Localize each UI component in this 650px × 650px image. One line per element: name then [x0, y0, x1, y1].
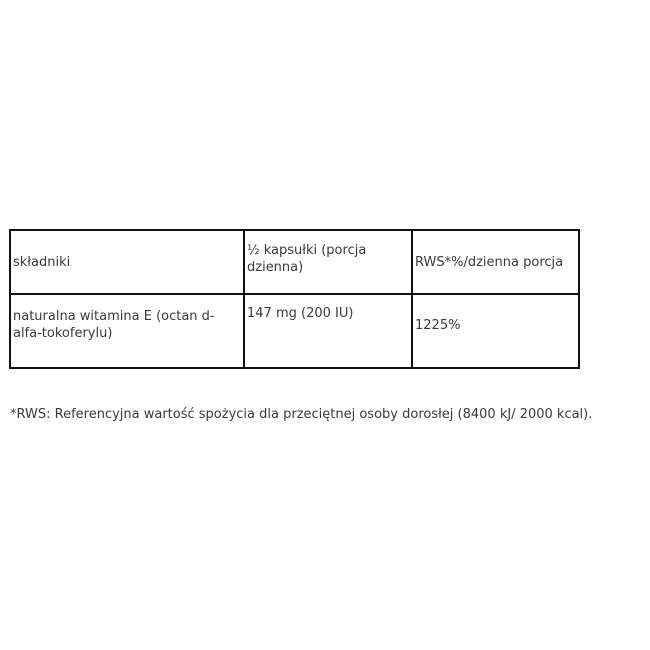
amount-text: 147 mg (200 IU) — [247, 306, 354, 321]
header-cell-rws — [412, 230, 579, 294]
header-label-rws: RWS*%/dzienna porcja — [415, 254, 564, 270]
table-header-row — [10, 230, 579, 294]
cell-ingredient — [10, 294, 244, 368]
nutrition-table-container — [9, 229, 580, 369]
header-label-ingredients: składniki — [13, 254, 71, 270]
table-row — [10, 294, 579, 368]
ingredient-text: naturalna witamina E (octan d-alfa-tokoferylu) — [13, 309, 215, 341]
header-cell-ingredients — [10, 230, 244, 294]
rws-percent-text: 1225% — [415, 318, 461, 333]
cell-amount — [244, 294, 412, 368]
cell-rws-percent — [412, 294, 579, 368]
header-label-daily-portion: ½ kapsułki (porcja dzienna) — [247, 243, 367, 275]
rws-footnote: *RWS: Referencyjna wartość spożycia dla przeciętnej osoby dorosłej (8400 kJ/ 2000 kcal). — [10, 407, 593, 422]
nutrition-table — [9, 229, 580, 369]
header-cell-daily-portion — [244, 230, 412, 294]
